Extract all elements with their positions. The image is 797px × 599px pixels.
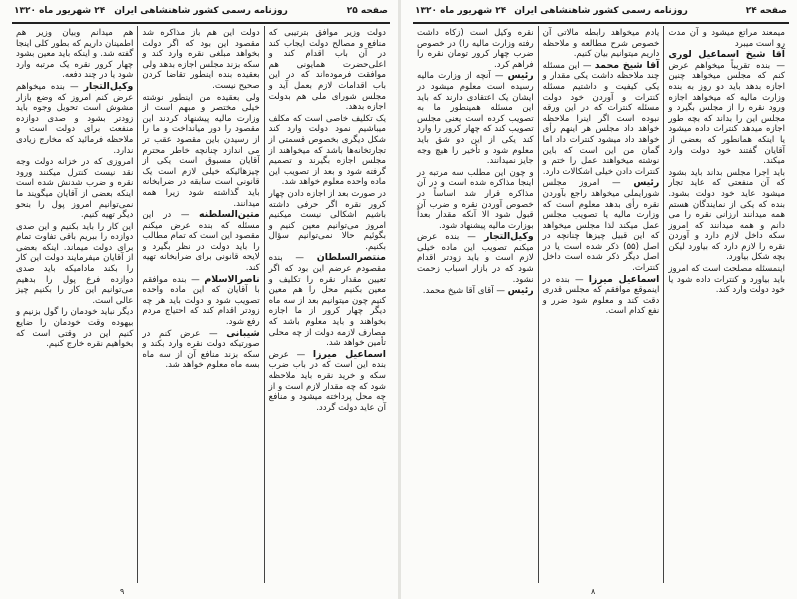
paragraph <box>417 71 534 166</box>
speaker-name: آقا شیخ اسماعیل لوری <box>668 49 785 61</box>
paragraph-text: میمعند مراتع میشود و آن مدت رو است میبرد <box>668 28 785 49</box>
page-number: صفحه ۲۴ <box>745 6 787 16</box>
speaker-name: رئیس <box>633 177 660 189</box>
paragraph <box>16 307 133 349</box>
header-rule <box>12 22 390 24</box>
text-column <box>663 26 789 583</box>
paragraph-text: نقره وکیل است (زکاه داشت رفته وزارت مالیه را) در خصوص ضرب چهار کرور تومان نقره را فراهم کرد. <box>416 28 534 70</box>
speaker-name: وکیل‌التجار <box>483 231 534 243</box>
speaker-name: وکیل‌التجار <box>83 80 134 92</box>
text-column <box>137 26 263 583</box>
paragraph <box>142 210 259 274</box>
header-rule <box>413 22 789 24</box>
paragraph <box>269 114 386 188</box>
paragraph-text: ولی بعقیده من اینطور نوشته خیلی مختصر و مبهم است از وزارت مالیه پیشنهاد کردند این مقصود را دور میانداخت و ما را از رسیدن باین مقصود عقب تر می اندازد چنانچه خاطر محترم آقایان مسبوق است یکی از چیزهائیکه خیلی لازم است یک قانونی است سابقه در ضرابخانه باید گذاشته شود زیرا همه میدانند. <box>142 92 260 209</box>
paragraph <box>269 28 386 113</box>
paragraph <box>269 253 386 348</box>
paragraph <box>668 168 785 263</box>
paragraph-text: یادم میخواهد رابطه مالاتی آن خصوص شرح مطالعه و ملاحظه داریم میتوانیم بیان کنیم. <box>542 28 660 60</box>
paragraph-text: در صورت بعد از اجازه دادن چهار کرور نقره اگر حرفی داشته باشیم اشکالی نیست میکنیم امروز می‌توانیم معین کنیم و بگوئیم حالا نمی‌توانیم سؤال بکنیم. <box>268 188 386 252</box>
paragraph-text: — امروز مجلس شورایملی میخواهد راجع بآوردن نقره رأی بدهد معلوم است که وزارت مالیه یا تصویب مجلس عمل میکند لذا مجلس میخواهد که این قبیل چیزها چنانچه در اصل (۵۵) ذکر شده است یا در اصل دیگر ذکر شده است داخل کنترات. <box>542 178 660 274</box>
paragraph-text: — بنده عرض میکنم تصویب این ماده خیلی لازم است و باید زودتر اقدام شود که در بازار اسباب زحمت نشود. <box>416 232 534 285</box>
paragraph <box>269 189 386 253</box>
page-footer-number: ۸ <box>591 587 596 596</box>
paragraph-text: — عرض بنده این است که در باب ضرب سکه و خرید نقره باید ملاحظه شود که چه مقدار لازم است و از چه محل پرداخته میشود و منافع آن عاید دولت گردد. <box>268 349 386 413</box>
paragraph <box>142 329 259 371</box>
paragraph-text: — این مسئله چند ملاحظه داشت یکی مقدار و یکی کیفیت و داشتیم مسئله کنترات و آوردن خود دولت مسئله کنترات که در این ورقه نبوده است اگر اینرا ملاحظه خواهد داد مجلس هر اینهم رأی خواهد داد میشود کنترات داد اما گمان من این است که باین نوشته میخواهند عمل را ختم و کنترات دادن خیلی اشکالات دارد. <box>542 60 660 177</box>
paragraph <box>417 168 534 232</box>
paragraph <box>417 232 534 285</box>
paragraph-text: — آنچه از وزارت مالیه رسیده است معلوم میشود در ایشان یک اعتقادی دارند که باید این مسئله همینطور ما به تصویب کرده است یعنی مجلس تصویب کند که چهار کرور را وارد کند یکی از این دو شق باید معلوم شود و تأخیر را هیچ وجه جایز نمیدانند. <box>416 71 534 167</box>
paragraph-text: دیگر نباید خودمان را گول بزنیم و بیهوده وقت خودمان را ضایع کنیم این در وقتی است که بخواهیم نقره خارج کنیم. <box>16 307 134 350</box>
speaker-name: ناصرالاسلام <box>204 273 260 285</box>
paragraph <box>16 82 133 156</box>
newspaper-title: روزنامه رسمی کشور شاهنشاهی ایران <box>114 6 288 16</box>
paragraph <box>543 61 660 178</box>
newspaper-page-25 <box>0 0 398 599</box>
paragraph-text: — عرض کنم در صورتیکه دولت نقره وارد بکند و سکه بزند منافع آن از سه ماه بسه ماه معلوم خواهد شد. <box>142 328 260 371</box>
paragraph-text: — در این مسئله که بنده عرض میکنم مقصود این است که تمام مطالب را باید دولت در نظر بگیرد و لایحه قانونی برای ضرابخانه تهیه کند. <box>142 210 260 274</box>
issue-date: ۲۴ شهریور ماه ۱۳۲۰ <box>415 6 507 16</box>
paragraph-text: این کار را باید بکنیم و این صدی دوازده را ببریم باقی تفاوت تمام برای دولت میماند. اینکه بعضی از آقایان میفرمایند دولت این کار را بکند مادامیکه باید صدی دوازده فرع پول را بدهیم می‌توانیم این کار را بکنیم چیز عالی است. <box>16 221 134 306</box>
page-footer-number: ۹ <box>120 587 125 596</box>
paragraph <box>142 93 259 210</box>
paragraph-text: دولت وزیر موافق بترتیبی که منافع و مصالح دولت ایجاب کند در آن باب اقدام کند و اعلی‌حضرت همایونی هم موافقت فرموده‌اند که در این باب اقدامات لازم بعمل آید و مجلس شورای ملی هم بدولت اجازه بدهد. <box>268 28 386 113</box>
issue-date: ۲۴ شهریور ماه ۱۳۲۰ <box>14 6 106 16</box>
paragraph-text: — بنده در اینموقع موافقم که مجلس قدری دقت کند و معلوم شود ضرر و نفع کدام است. <box>542 274 660 317</box>
speaker-name: متین‌السلطنه <box>199 209 260 221</box>
paragraph-text: — بنده میخواهم عرض کنم امروز که وضع بازار مشوش است تحویل وجوه باید زودتر بشود و صدی دوازده منفعت برای دولت است و ملاحظه فرمائید که مخارج زیادی ندارد. <box>16 81 134 156</box>
paragraph <box>16 222 133 307</box>
speaker-name: رئیس <box>507 285 534 297</box>
paragraph-text: هم میدانم وبیان وزیر هم اطمینان داریم که بطور کلی اینجا گفته شد. و اینکه باید معین بشود چهار کرور نقره یک مرتبه وارد شود یا در چند دفعه. <box>16 28 134 81</box>
paragraph <box>417 286 534 297</box>
paragraph-text: — بنده موافقم با آقایان که این ماده واحده تصویب شود و دولت باید هر چه زودتر اقدام کند که احتیاج مردم رفع شود. <box>142 274 260 328</box>
speaker-name: شیبانی <box>226 327 260 339</box>
paragraph-text: امروزی که در خزانه دولت وجه نقد نیست کنترل میکنند ورود نقره و ضرب شدنش شده است اینکه بعضی از آقایان میگویند ما نمی‌توانیم امروز پول را بنحو دیگر تهیه کنیم. <box>16 157 134 221</box>
paragraph <box>16 28 133 81</box>
text-column <box>12 26 137 583</box>
paragraph-text: — آقای آقا شیخ محمد. <box>422 286 505 297</box>
paragraph <box>668 50 785 167</box>
columns <box>12 26 390 583</box>
paragraph-text: اینمسئله مصلحت است که امروز باید بیاورد و کنترات داده شود یا خود دولت وارد کند. <box>668 264 785 296</box>
paragraph <box>142 275 259 328</box>
paragraph <box>543 178 660 273</box>
text-column <box>264 26 390 583</box>
text-column <box>538 26 664 583</box>
paragraph <box>668 28 785 49</box>
speaker-name: آقا شیخ محمد <box>594 59 660 71</box>
paragraph <box>16 157 133 221</box>
paragraph-text: — بنده مقصودم عرضم این بود که اگر تعیین مقدار نقره را تکلیف و معین بکنیم محل را هم معین کنیم چون میتوانیم بعد از سه ماه دیگر چهار کرور از ما اجازه بخواهند و باید معلوم باشد که مصارف لازمه دولت از چه محلی تأمین خواهد شد. <box>268 253 386 349</box>
speaker-name: رئیس <box>507 70 534 82</box>
paragraph <box>543 275 660 317</box>
page-header <box>415 6 787 20</box>
paragraph <box>269 350 386 414</box>
paragraph-text: یک تکلیف خاصی است که مکلف میباشیم نمود دولت وارد کند شکل دیگری بخصوص قسمتی از تجارتخانه‌ها باشد که میخواهند از مجلس اجازه بگیرند و تصمیم گرفته شود و بعد از تصویب این ماده واحده معلوم خواهد شد. <box>268 113 386 188</box>
speaker-name: اسماعیل میرزا <box>588 273 660 285</box>
page-number: صفحه ۲۵ <box>346 6 388 16</box>
paragraph-text: باید اجرا مجلس بداند باید بشود که آن منفعتی که عاید تجار میشود عاید خود دولت بشود. بنده که یکی از نمایندگان هستم همه میدانند ارزانی نقره را می دانم و همه میدانند که امروز سکه داخل لازم دارد و آوردن نقره را لازم دارد که بیاورد لیکن بچه شکل بیاورد. <box>668 167 785 263</box>
paragraph-text: — بنده تقریباً میخواهم عرض کنم که مجلس میخواهد چنین اجازه بدهد باید دو روز به بنده وزارت مالیه که میخواهد اجازه ورود نقره را از مجلس بگیرد و مجلس این را بداند که بچه طور اجازه میدهد کنترات داده میشود یا اینکه همانطور که بعضی از آقایان گفتند خود دولت وارد میکند. <box>668 60 785 167</box>
text-column <box>413 26 538 583</box>
page-header <box>14 6 388 20</box>
speaker-name: اسماعیل میرزا <box>312 348 386 360</box>
newspaper-title: روزنامه رسمی کشور شاهنشاهی ایران <box>514 6 688 16</box>
paragraph-text: دولت این هم باز مذاکره شد مقصود این بود که اگر دولت بخواهد مبلغی نقره وارد کند و سکه بزند مجلس اجازه بدهد ولی بعقیده بنده اینطور تقاضا کردن صحیح نیست. <box>142 28 260 91</box>
speaker-name: منتصرالسلطان <box>316 252 386 264</box>
paragraph <box>142 28 259 92</box>
paragraph-text: و چون این مطلب سه مرتبه در اینجا مذاکره شده است و در آن مذاکره قرار شد اساساً در خصوص آوردن نقره و ضرب آن قبول شود الا آنکه مقدار بعداً بوزارت مالیه پیشنهاد شود. <box>416 167 534 231</box>
paragraph <box>417 28 534 70</box>
columns <box>413 26 789 583</box>
paragraph <box>543 28 660 60</box>
newspaper-page-24 <box>401 0 797 599</box>
paragraph <box>668 264 785 296</box>
